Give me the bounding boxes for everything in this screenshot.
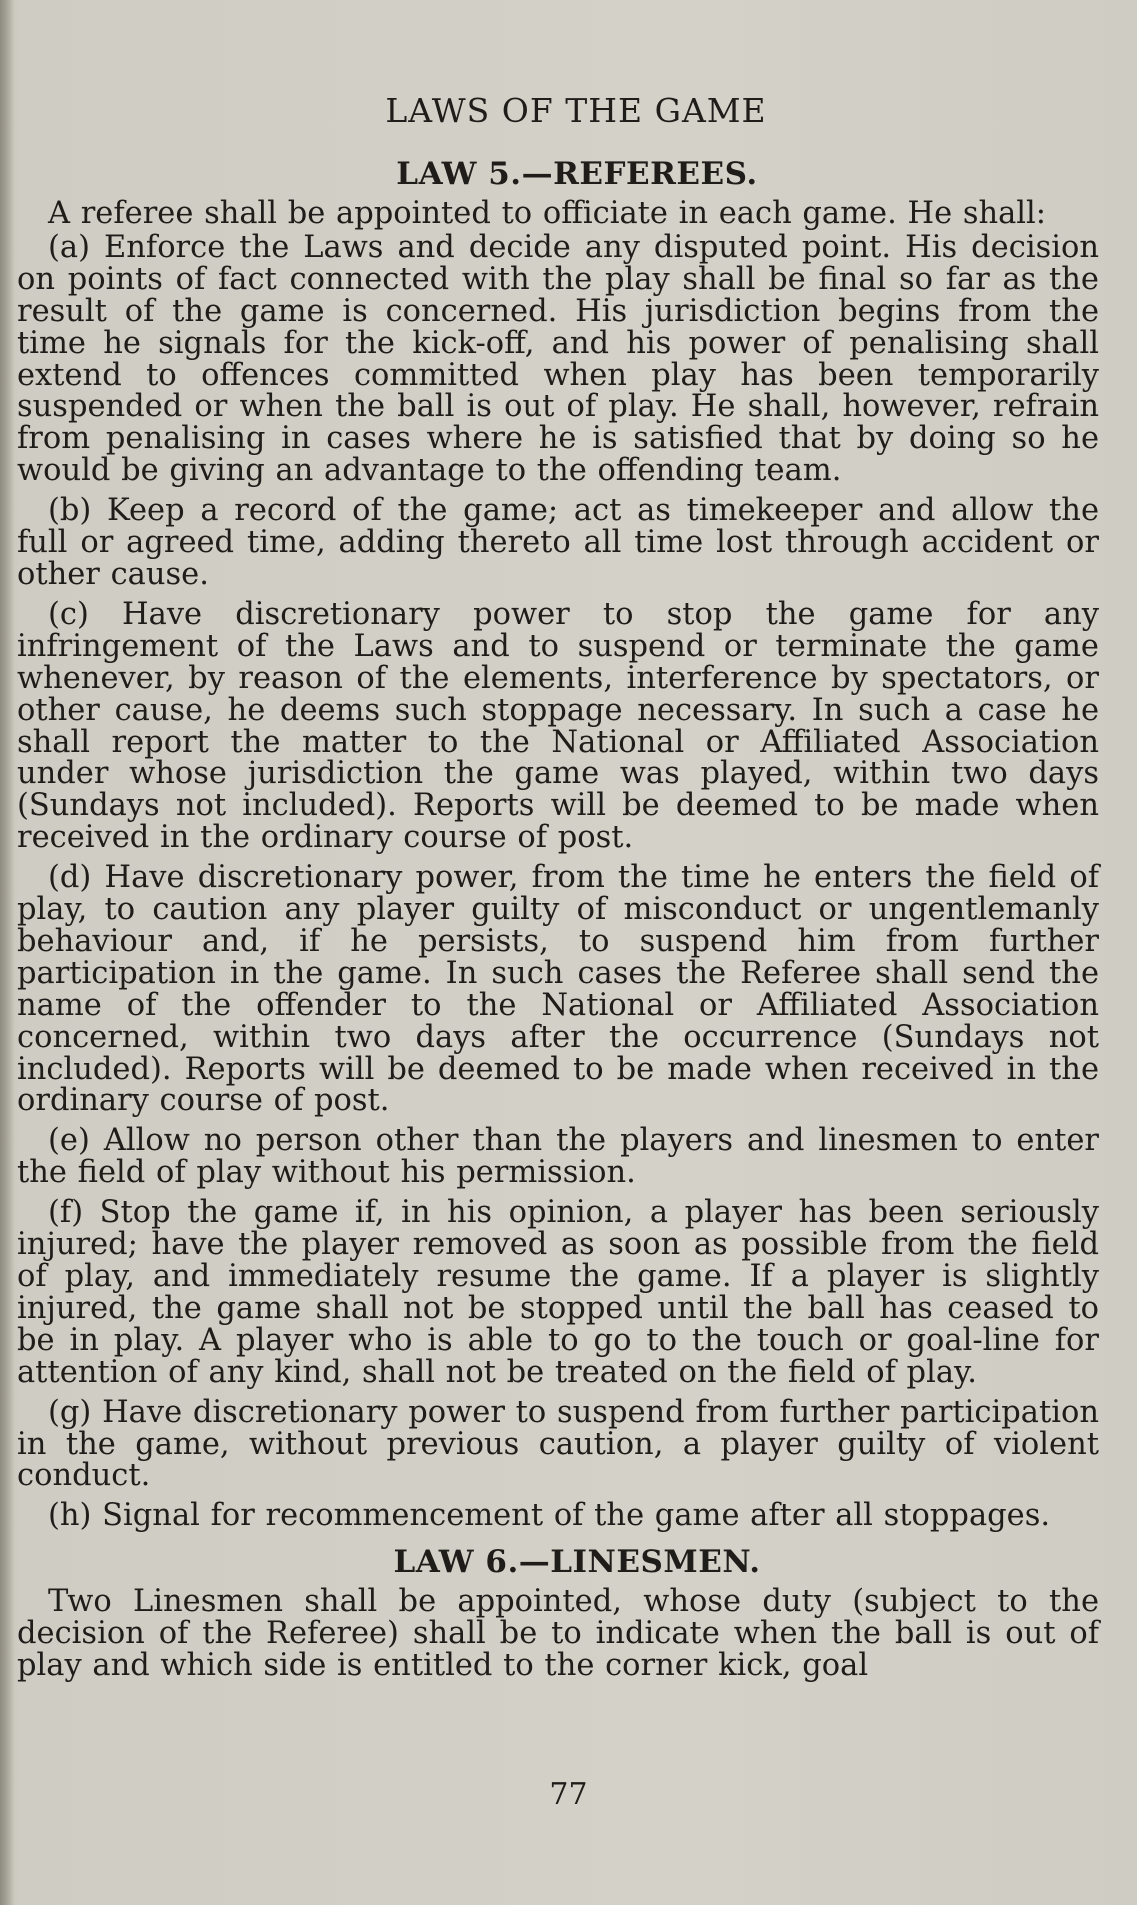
page-number: 77 [549, 1777, 588, 1812]
law6-heading: LAW 6.—LINESMEN. [393, 1544, 761, 1581]
law5-heading: LAW 5.—REFEREES. [396, 156, 758, 192]
law5-item-d: (d) Have discretionary power, from the time he enters the field of play, to caution any player guilty of misconduct or ungentlemanly behaviour and, if he persists, to suspend him from further participation in the game. In such cases the Referee shall send the name of the offender to the National or Affiliated Association concerned, within two days after the occurrence (Sundays not included). Reports will be deemed to be made when received in the ordinary course of post. [17, 860, 1099, 1119]
law5-item-e: (e) Allow no person other than the players and linesmen to enter the field of play without his permission. [17, 1123, 1099, 1191]
law5-item-f: (f) Stop the game if, in his opinion, a player has been seriously injured; have the player removed as soon as possible from the field of play, and immediately resume the game. If a player is slightly injured, the game shall not be stopped until the ball has ceased to be in play. A player who is able to go to the touch or goal-line for attention of any kind, shall not be treated on the field of play. [17, 1195, 1099, 1390]
law5-item-h: (h) Signal for recommencement of the game after all stoppages. [48, 1498, 1051, 1534]
law5-item-c: (c) Have discretionary power to stop the game for any infringement of the Laws and to suspend or terminate the game whenever, by reason of the elements, interference by spectators, or other cause, he deems such stoppage necessary. In such a case he shall report the matter to the National or Affiliated Association under whose jurisdiction the game was played, within two days (Sundays not included). Reports will be deemed to be made when received in the ordinary course of post. [17, 596, 1099, 856]
law6-text: Two Linesmen shall be appointed, whose duty (subject to the decision of the Referee) shall be to indicate when the ball is out of play and which side is entitled to the corner kick, goal [17, 1584, 1099, 1684]
law5-item-b: (b) Keep a record of the game; act as timekeeper and allow the full or agreed time, adding thereto all time lost through accident or other cause. [17, 493, 1099, 592]
law5-intro: A referee shall be appointed to officiate in each game. He shall: [48, 196, 1047, 231]
law5-item-a: (a) Enforce the Laws and decide any disputed point. His decision on points of fact connected with the play shall be final so far as the result of the game is concerned. His jurisdiction begins from the time he signals for the kick-off, and his power of penalising shall extend to offences committed when play has been temporarily suspended or when the ball is out of play. He shall, however, refrain from penalising in cases where he is satisfied that by doing so he would be giving an advantage to the offending team. [17, 229, 1099, 489]
law5-item-g: (g) Have discretionary power to suspend from further participation in the game, without previous caution, a player guilty of violent conduct. [17, 1394, 1099, 1494]
page-content [17, 92, 1099, 1690]
running-head: LAWS OF THE GAME [385, 91, 767, 130]
binding-shadow [0, 0, 14, 1905]
